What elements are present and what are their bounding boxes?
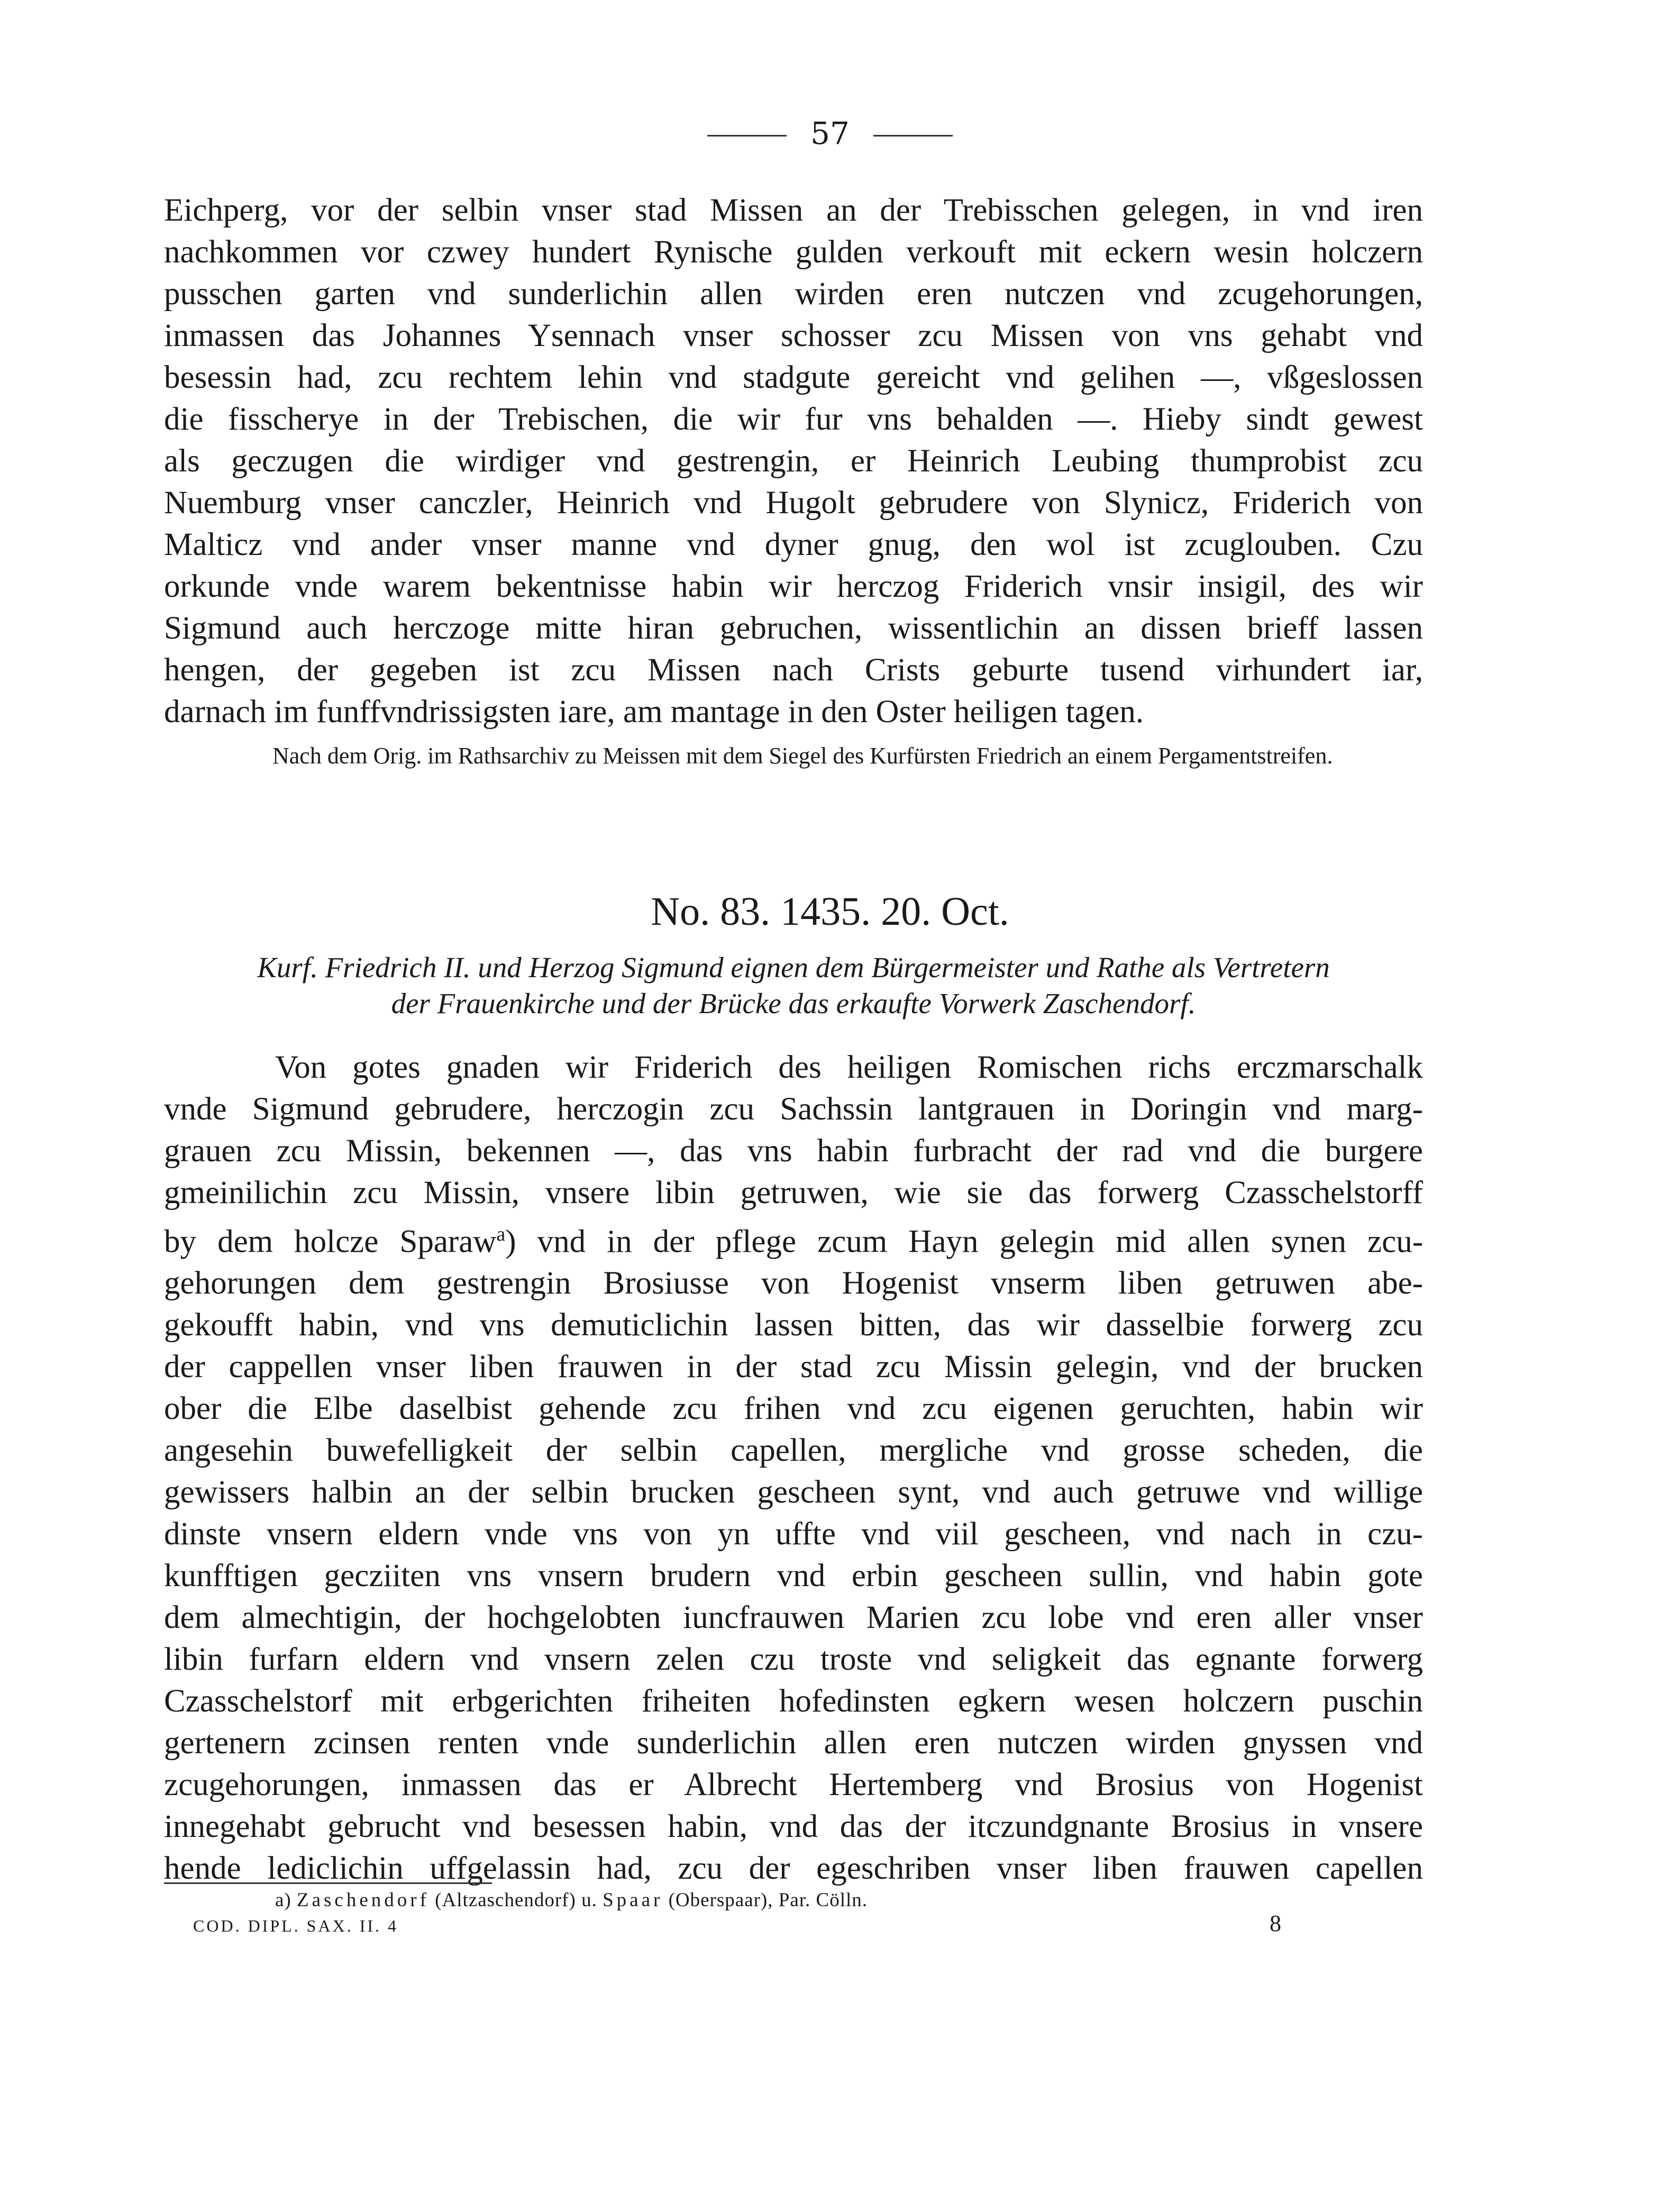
text-line: Malticz vnd ander vnser manne vnd dyner gnug, den wol ist zcuglouben. Czu (164, 527, 1423, 562)
text-line: gmeinilichin zcu Missin, vnsere libin getruwen, wie sie das forwerg Czasschelstorff (164, 1175, 1423, 1210)
footnote-connector: u. (581, 1889, 597, 1911)
text-line: Nuemburg vnser canczler, Heinrich vnd Hugolt gebrudere von Slynicz, Friderich von (164, 485, 1423, 521)
text-line: hende lediclichin uffgelassin had, zcu der egeschriben vnser liben frauwen capellen (164, 1851, 1423, 1887)
text-line: orkunde vnde warem bekentnisse habin wir herczog Friderich vnsir insigil, des wir (164, 569, 1423, 604)
text-line: gertenern zcinsen renten vnde sunderlichin allen eren nutczen wirden gnyssen vnd (164, 1725, 1423, 1761)
text-line (164, 1214, 1423, 1262)
text-line: dinste vnsern eldern vnde vns von yn uffte vnd viil gescheen, vnd nach in czu- (164, 1516, 1423, 1552)
footnote-place-name: Zaschendorf (297, 1889, 430, 1911)
text-line: ober die Elbe daselbist gehende zcu frihen vnd zcu eigenen geruchten, habin wir (164, 1391, 1423, 1427)
text-line: inmassen das Johannes Ysennach vnser schosser zcu Missen von vns gehabt vnd (164, 318, 1423, 353)
text-line: vnde Sigmund gebrudere, herczogin zcu Sachssin lantgrauen in Doringin vnd marg- (164, 1091, 1423, 1127)
header-rule-left (707, 135, 787, 136)
document-regest (164, 950, 1423, 1022)
text-line: pusschen garten vnd sunderlichin allen wirden eren nutczen vnd zcugehorungen, (164, 276, 1423, 312)
text-line: grauen zcu Missin, bekennen —, das vns habin furbracht der rad vnd die burgere (164, 1133, 1423, 1169)
page-header (0, 115, 1660, 151)
regest-line: der Frauenkirche und der Brücke das erkaufte Vorwerk Zaschendorf. (391, 987, 1196, 1019)
text-line: als geczugen die wirdiger vnd gestrengin, er Heinrich Leubing thumprobist zcu (164, 443, 1423, 479)
text-line: Czasschelstorf mit erbgerichten friheiten hofedinsten egkern wesen holczern puschin (164, 1683, 1423, 1719)
document-body (164, 1046, 1423, 1889)
text-line: nachkommen vor czwey hundert Rynische gulden verkouft mit eckern wesin holczern (164, 234, 1423, 270)
footnote-marker: a) (275, 1889, 291, 1911)
text-line: gehorungen dem gestrengin Brosiusse von Hogenist vnserm liben getruwen abe- (164, 1266, 1423, 1301)
regest-line: Kurf. Friedrich II. und Herzog Sigmund eignen dem Bürgermeister und Rathe als Vertretern (257, 951, 1330, 984)
header-rule-right (873, 135, 953, 136)
text-line: der cappellen vnser liben frauwen in der stad zcu Missin gelegin, vnd der brucken (164, 1349, 1423, 1385)
text-line: gekoufft habin, vnd vns demuticlichin lassen bitten, das wir dasselbie forwerg zcu (164, 1307, 1423, 1343)
sheet-number: 8 (1270, 1910, 1281, 1936)
text-line: innegehabt gebrucht vnd besessen habin, vnd das der itczundgnante Brosius in vnsere (164, 1809, 1423, 1845)
footnote-marker: a (496, 1223, 506, 1245)
source-note: Nach dem Orig. im Rathsarchiv zu Meissen mit dem Siegel des Kurfürsten Friedrich an einem Pergamentstreifen. (272, 743, 1333, 769)
footnote-place-name: Spaar (603, 1889, 663, 1911)
text-segment: ) vnd in der pflege zcum Hayn gelegin mid allen synen zcu- (505, 1224, 1424, 1260)
continued-paragraph (164, 189, 1423, 733)
text-line: angesehin buwefelligkeit der selbin capellen, mergliche vnd grosse scheden, die (164, 1433, 1423, 1469)
text-line: besessin had, zcu rechtem lehin vnd stadgute gereicht vnd gelihen —, vßgeslossen (164, 360, 1423, 395)
text-line: darnach im funffvndrissigsten iare, am mantage in den Oster heiligen tagen. (164, 694, 1144, 730)
text-line: zcugehorungen, inmassen das er Albrecht Hertemberg vnd Brosius von Hogenist (164, 1767, 1423, 1803)
text-line: gewissers halbin an der selbin brucken gescheen synt, vnd auch getruwe vnd willige (164, 1474, 1423, 1510)
text-line: die fisscherye in der Trebischen, die wir fur vns behalden —. Hieby sindt gewest (164, 402, 1423, 437)
footnote-rule (164, 1882, 492, 1884)
footnote-place-note: (Oberspaar), Par. Cölln. (668, 1889, 868, 1911)
footnote (275, 1889, 868, 1911)
text-line: Eichperg, vor der selbin vnser stad Missen an der Trebisschen gelegen, in vnd iren (164, 193, 1423, 228)
text-segment: by dem holcze Sparaw (164, 1224, 497, 1260)
document-title: No. 83. 1435. 20. Oct. (651, 889, 1009, 934)
text-line: kunfftigen gecziiten vns vnsern brudern vnd erbin gescheen sullin, vnd habin gote (164, 1558, 1423, 1594)
signature-label: COD. DIPL. SAX. II. 4 (193, 1916, 398, 1935)
page-number: 57 (810, 115, 850, 151)
footnote-place-note: (Altzaschendorf) (435, 1889, 576, 1911)
text-line: Von gotes gnaden wir Friderich des heiligen Romischen richs erczmarschalk (275, 1050, 1423, 1085)
text-line: dem almechtigin, der hochgelobten iuncfrauwen Marien zcu lobe vnd eren aller vnser (164, 1600, 1423, 1636)
text-line: Sigmund auch herczoge mitte hiran gebruchen, wissentlichin an dissen brieff lassen (164, 611, 1423, 646)
text-line: libin furfarn eldern vnd vnsern zelen czu troste vnd seligkeit das egnante forwerg (164, 1642, 1423, 1678)
text-line: hengen, der gegeben ist zcu Missen nach Crists geburte tusend virhundert iar, (164, 652, 1423, 688)
